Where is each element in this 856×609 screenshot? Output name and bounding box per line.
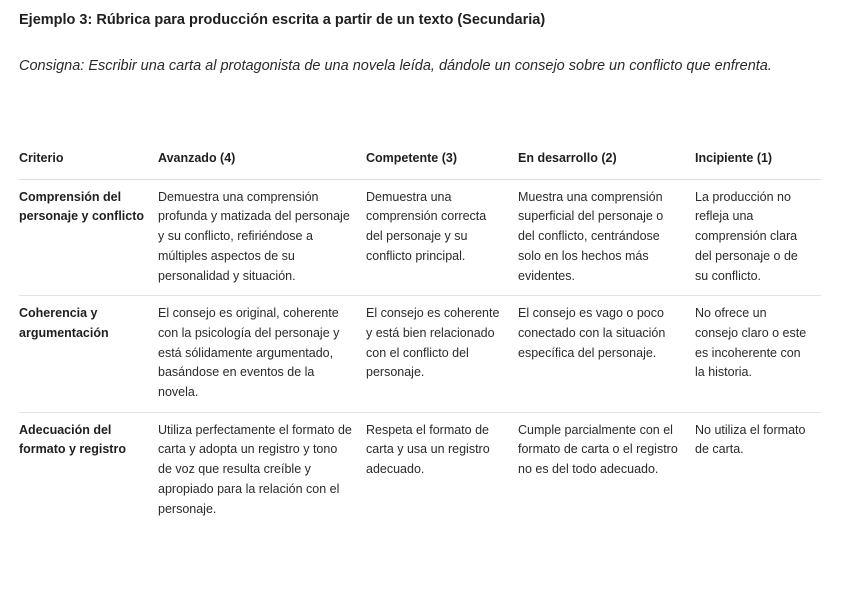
table-row	[19, 179, 821, 296]
table-cell: El consejo es coherente y está bien relacionado con el conflicto del personaje.	[366, 296, 518, 413]
table-cell: La producción no refleja una comprensión clara del personaje o de su conflicto.	[695, 179, 821, 296]
table-cell: El consejo es vago o poco conectado con la situación específica del personaje.	[518, 296, 695, 413]
header-competente: Competente (3)	[366, 140, 518, 179]
header-incipiente: Incipiente (1)	[695, 140, 821, 179]
table-cell: El consejo es original, coherente con la psicología del personaje y está sólidamente argumentado, basándose en eventos de la novela.	[158, 296, 366, 413]
rubric-table	[19, 140, 821, 528]
table-row	[19, 296, 821, 413]
criterion-cell: Adecuación del formato y registro	[19, 422, 126, 457]
table-cell: Utiliza perfectamente el formato de carta y adopta un registro y tono de voz que resulta creíble y apropiado para la relación con el personaje.	[158, 422, 352, 516]
criterion-cell: Coherencia y argumentación	[19, 296, 158, 413]
table-cell: No ofrece un consejo claro o este es incoherente con la historia.	[695, 296, 821, 413]
table-cell: Cumple parcialmente con el formato de carta o el registro no es del todo adecuado.	[518, 422, 678, 477]
header-avanzado: Avanzado (4)	[158, 140, 366, 179]
header-en-desarrollo: En desarrollo (2)	[518, 140, 695, 179]
page-title: Ejemplo 3: Rúbrica para producción escrita a partir de un texto (Secundaria)	[19, 12, 546, 28]
criterion-cell: Comprensión del personaje y conflicto	[19, 179, 158, 296]
table-cell: Muestra una comprensión superficial del personaje o del conflicto, centrándose solo en los hechos más evidentes.	[518, 179, 695, 296]
table-cell: Demuestra una comprensión correcta del personaje y su conflicto principal.	[366, 179, 518, 296]
table-cell: Demuestra una comprensión profunda y matizada del personaje y su conflicto, refiriéndose a múltiples aspectos de su personalidad y situación.	[158, 179, 366, 296]
assignment-prompt: Consigna: Escribir una carta al protagonista de una novela leída, dándole un consejo sobre un conflicto que enfrenta.	[19, 58, 772, 74]
table-header-row	[19, 140, 821, 179]
header-criterio: Criterio	[19, 140, 158, 179]
table-cell: Respeta el formato de carta y usa un registro adecuado.	[366, 422, 490, 477]
table-cell: No utiliza el formato de carta.	[695, 422, 806, 457]
table-row	[19, 412, 821, 528]
